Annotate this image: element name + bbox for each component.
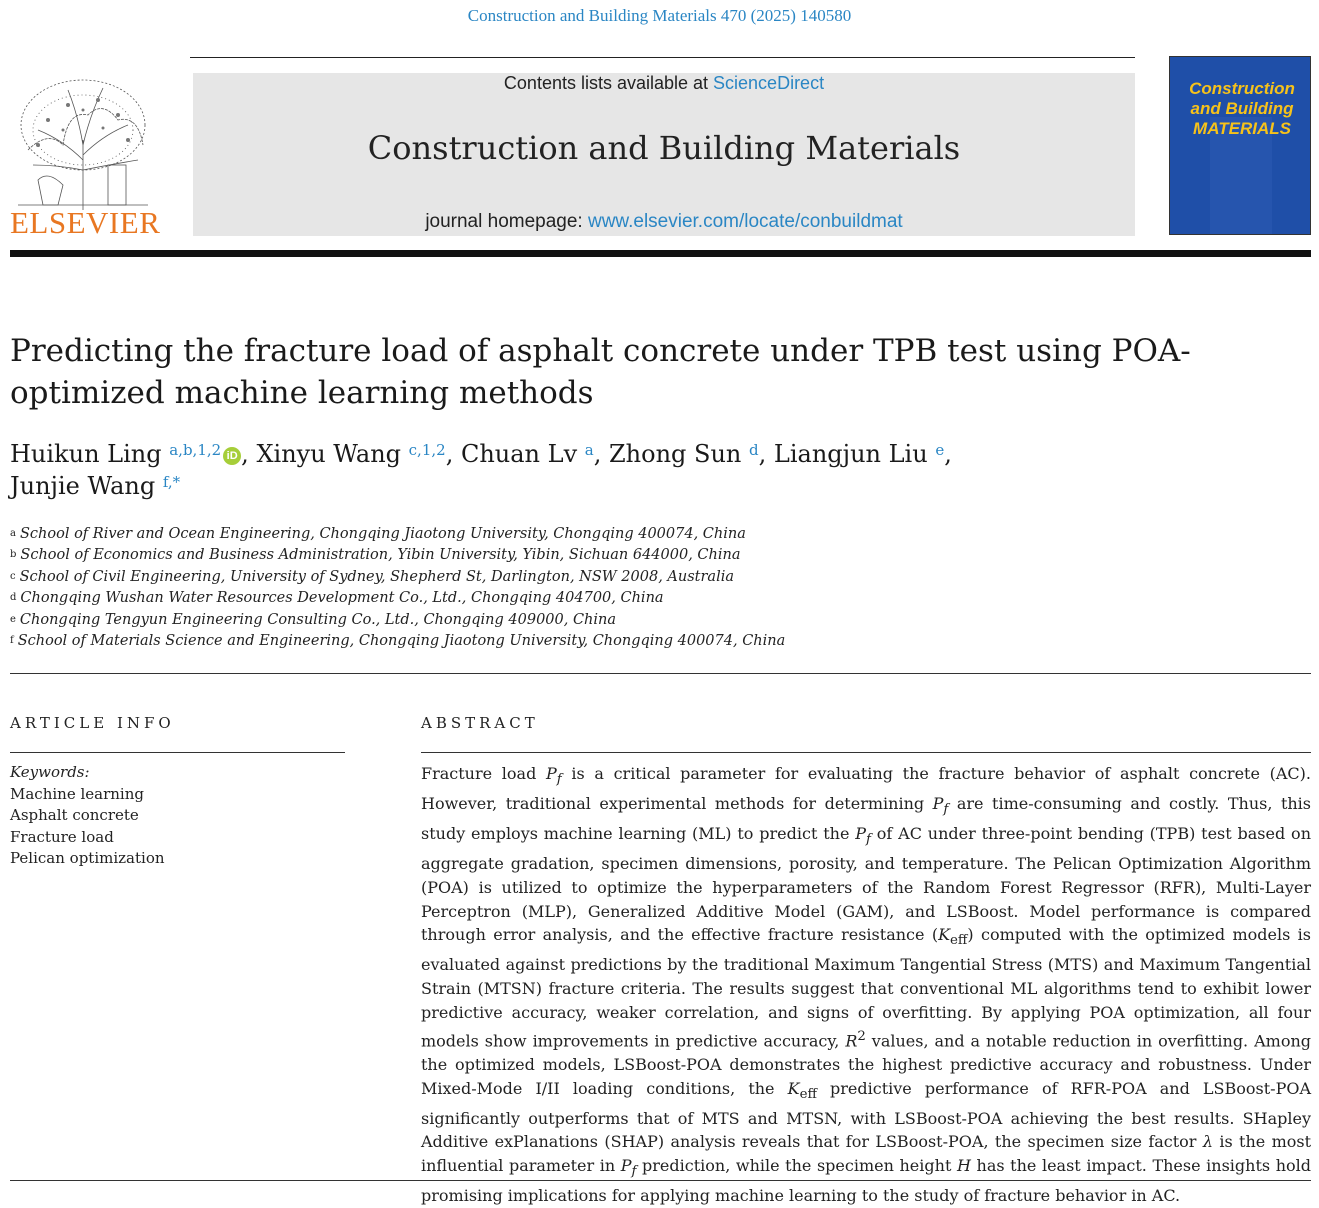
journal-homepage-link[interactable]: www.elsevier.com/locate/conbuildmat [587, 211, 903, 232]
affiliation-key: c [10, 570, 16, 582]
keywords-label: Keywords: [10, 763, 90, 781]
affiliation-item [10, 545, 1010, 566]
abstract-heading: ABSTRACT [421, 714, 539, 732]
author-affiliation-sup[interactable]: d [749, 441, 759, 459]
article-info-heading: ARTICLE INFO [10, 714, 175, 732]
cover-title-line1: Construction [1189, 79, 1295, 98]
author-affiliation-sup[interactable]: f,* [162, 473, 181, 491]
affiliation-key: e [10, 613, 16, 625]
affiliation-item [10, 588, 1010, 609]
affiliation-item [10, 524, 1010, 545]
header-rule [190, 57, 1135, 58]
keyword-item: Pelican optimization [10, 849, 165, 867]
homepage-prefix: journal homepage: [425, 211, 588, 232]
author-affiliation-sup[interactable]: a,b,1,2 [169, 441, 222, 459]
article-title: Predicting the fracture load of asphalt concrete under TPB test using POA-optimized machine learning methods [10, 333, 1191, 411]
affiliation-key: a [10, 528, 16, 539]
symbol-lambda: λ [1202, 1132, 1213, 1152]
running-head[interactable]: Construction and Building Materials 470 (2025) 140580 [467, 6, 852, 25]
header-thick-rule [10, 250, 1311, 257]
article-info-rule [10, 752, 345, 753]
symbol-R: R [845, 1031, 858, 1051]
cover-title-line2: and Building [1190, 99, 1294, 118]
affiliation-text: Chongqing Tengyun Engineering Consulting Co., Ltd., Chongqing 409000, China [19, 611, 617, 628]
affiliation-text: School of River and Ocean Engineering, Chongqing Jiaotong University, Chongqing 400074, China [19, 526, 746, 542]
journal-banner [193, 73, 1135, 236]
author-name[interactable]: Xinyu Wang [256, 440, 402, 468]
abstract-rule [421, 752, 1311, 753]
keyword-item: Machine learning [10, 784, 144, 803]
author-list: Huikun Ling $^{a,b,1,2}$ iD , Xinyu Wang $^{c,1,2}$, Chuan Lv $^a$, Zhong Sun $^d$, Liangjun Liu $^e$, Junjie Wang $^{f,*}$ [10, 440, 952, 500]
journal-cover-thumbnail[interactable] [1169, 56, 1311, 235]
affiliation-item [10, 567, 1010, 588]
affiliation-item [10, 631, 1010, 652]
author-name[interactable]: Liangjun Liu [773, 440, 928, 468]
affiliation-text: Chongqing Wushan Water Resources Development Co., Ltd., Chongqing 404700, China [20, 590, 664, 607]
author-name[interactable]: Zhong Sun [608, 440, 742, 468]
symbol-K: K [938, 925, 951, 945]
affiliation-text: School of Economics and Business Administration, Yibin University, Yibin, Sichuan 644000, China [20, 547, 741, 564]
homepage-line [193, 211, 1135, 233]
affiliation-text: School of Materials Science and Engineering, Chongqing Jiaotong University, Chongqing 400074, China [17, 633, 786, 650]
sciencedirect-link[interactable]: ScienceDirect [713, 73, 825, 93]
author-name[interactable]: Huikun Ling [10, 440, 162, 468]
symbol-H: H [956, 1156, 971, 1176]
contents-available-line [193, 73, 1135, 94]
author-affiliation-sup[interactable]: e [935, 441, 945, 459]
keyword-item: Asphalt concrete [10, 806, 139, 824]
author-affiliation-sup[interactable]: c,1,2 [408, 441, 446, 459]
keyword-item: Fracture load [10, 827, 114, 846]
elsevier-wordmark[interactable]: ELSEVIER [10, 205, 161, 240]
section-divider [10, 673, 1311, 674]
abstract-paragraph: Fracture load $P_f$ is a critical parameter for evaluating the fracture behavior of asphalt concrete (AC). However, traditional experimental methods for determining $P_f$ are time-consuming and costly. Thus, this study employs machine learning (ML) to predict the $P_f$ of AC under three-point bending (TPB) test based on aggregate gradation, specimen dimensions, porosity, and temperature. The Pelican Optimization Algorithm (POA) is utilized to optimize the hyperparameters of the Random Forest Regressor (RFR), Multi-Layer Perceptron (MLP), Generalized Additive Model (GAM), and LSBoost. Model performance is compared through error analysis, and the effective fracture resistance $(K_{eff})$ computed with the optimized models is evaluated against predictions by the traditional Maximum Tangential Stress (MTS) and Maximum Tangential Strain (MTSN) fracture criteria. The results suggest that conventional ML algorithms tend to exhibit lower predictive accuracy, weaker correlation, and signs of overfitting. By applying POA optimization, all four models show improvements in predictive accuracy, $R^2$ values, and a notable reduction in overfitting. Among the optimized models, LSBoost-POA demonstrates the highest predictive accuracy and robustness. Under Mixed-Mode I/II loading conditions, the $K_{eff}$ predictive performance of RFR-POA and LSBoost-POA significantly outperforms that of MTS and MTSN, with LSBoost-POA achieving the best results. SHapley Additive exPlanations (SHAP) analysis reveals that for LSBoost-POA, the specimen size factor λ is the most influential parameter in $P_f$ prediction, while the specimen height H has the least impact. These insights hold promising implications for applying machine learning to the study of fracture behavior in AC. [421, 764, 1312, 1206]
cover-title-line3: MATERIALS [1193, 119, 1291, 138]
affiliation-key: b [10, 549, 17, 561]
author-name[interactable]: Chuan Lv [460, 440, 578, 468]
keywords-block [10, 762, 340, 870]
affiliation-text: School of Civil Engineering, University of Sydney, Shepherd St, Darlington, NSW 2008, Australia [19, 568, 734, 585]
affiliation-key: f [10, 635, 14, 647]
contents-prefix: Contents lists available at [503, 73, 714, 93]
bottom-rule [10, 1180, 1311, 1181]
journal-name: Construction and Building Materials [367, 129, 961, 167]
affiliation-list [10, 524, 1010, 652]
affiliation-item [10, 610, 1010, 631]
symbol-P: P [545, 764, 557, 783]
author-name[interactable]: Junjie Wang [10, 472, 156, 500]
cover-title [1176, 79, 1308, 139]
orcid-icon[interactable]: iD [223, 447, 241, 465]
author-affiliation-sup[interactable]: a [584, 441, 594, 459]
affiliation-key: d [10, 592, 17, 604]
